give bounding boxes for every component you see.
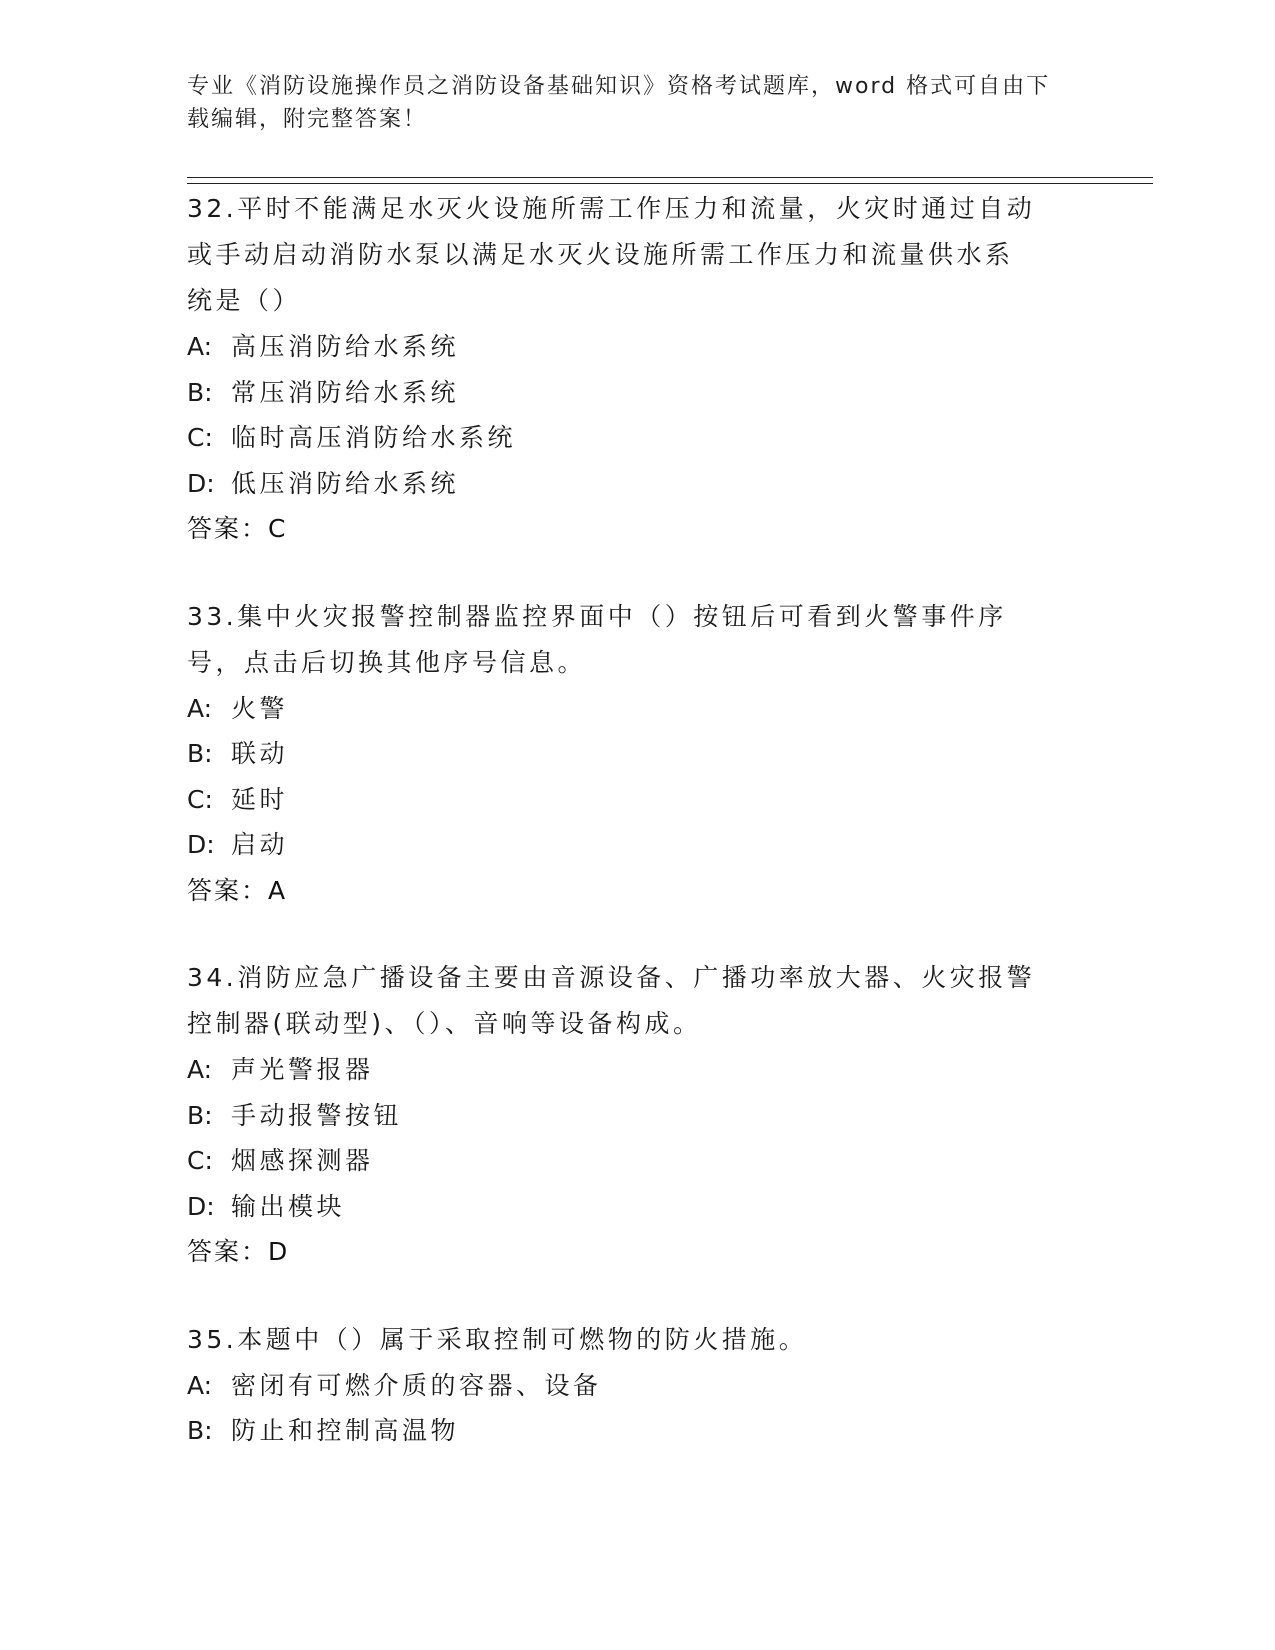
option-letter: B: — [187, 377, 213, 407]
option-letter: B: — [187, 1100, 213, 1130]
header-rule-top — [187, 177, 1153, 178]
option-letter: B: — [187, 1416, 213, 1445]
option-text: 低压消防给水系统 — [231, 468, 460, 498]
option-letter: C: — [187, 1146, 213, 1175]
option-c — [187, 777, 1087, 823]
option-text: 烟感探测器 — [231, 1146, 374, 1175]
option-d — [187, 822, 1087, 868]
option-letter: C: — [187, 784, 213, 814]
question-list — [187, 186, 1087, 1454]
option-b — [187, 731, 1087, 777]
option-a — [187, 686, 1087, 732]
option-text: 临时高压消防给水系统 — [231, 423, 517, 452]
question-33 — [187, 594, 1087, 914]
option-letter: A: — [187, 1370, 213, 1400]
option-text: 联动 — [231, 739, 289, 768]
option-letter: D: — [187, 468, 215, 498]
option-text: 密闭有可燃介质的容器、设备 — [231, 1370, 602, 1400]
option-text: 火警 — [231, 693, 289, 723]
answer-line: 答案：A — [187, 875, 288, 905]
option-letter: B: — [187, 739, 213, 768]
option-d — [187, 1184, 1087, 1230]
page-header: 专业《消防设施操作员之消防设备基础知识》资格考试题库，word 格式可自由下载编辑，附完整答案！ — [187, 74, 1051, 132]
option-letter: A: — [187, 693, 213, 723]
option-a — [187, 1047, 1087, 1093]
question-stem: 33.集中火灾报警控制器监控界面中（）按钮后可看到火警事件序号，点击后切换其他序号信息。 — [187, 601, 1007, 677]
question-stem: 35.本题中（）属于采取控制可燃物的防火措施。 — [187, 1324, 808, 1354]
header-rule-bottom — [187, 183, 1153, 184]
answer-line: 答案：D — [187, 1237, 290, 1266]
option-text: 防止和控制高温物 — [231, 1416, 460, 1445]
option-letter: A: — [187, 332, 213, 361]
answer-line: 答案：C — [187, 514, 288, 543]
option-text: 启动 — [231, 830, 289, 859]
option-letter: D: — [187, 830, 215, 859]
option-text: 输出模块 — [231, 1191, 346, 1221]
question-35 — [187, 1317, 1087, 1454]
option-b — [187, 370, 1087, 416]
question-32 — [187, 186, 1087, 552]
option-text: 常压消防给水系统 — [231, 377, 460, 407]
question-stem: 34.消防应急广播设备主要由音源设备、广播功率放大器、火灾报警控制器(联动型)、（）、音响等设备构成。 — [187, 963, 1036, 1038]
question-34 — [187, 955, 1087, 1275]
question-stem: 32.平时不能满足水灭火设施所需工作压力和流量，火灾时通过自动或手动启动消防水泵以满足水灭火设施所需工作压力和流量供水系统是（） — [187, 194, 1036, 315]
option-text: 高压消防给水系统 — [231, 332, 460, 361]
option-letter: D: — [187, 1191, 215, 1221]
option-text: 延时 — [231, 784, 289, 814]
option-text: 手动报警按钮 — [231, 1100, 403, 1130]
option-c — [187, 415, 1087, 461]
option-letter: C: — [187, 423, 213, 452]
option-a — [187, 324, 1087, 370]
option-c — [187, 1138, 1087, 1184]
option-a — [187, 1363, 1087, 1409]
option-letter: A: — [187, 1055, 213, 1084]
option-b — [187, 1093, 1087, 1139]
option-text: 声光警报器 — [231, 1055, 374, 1084]
option-b — [187, 1408, 1087, 1454]
option-d — [187, 461, 1087, 507]
